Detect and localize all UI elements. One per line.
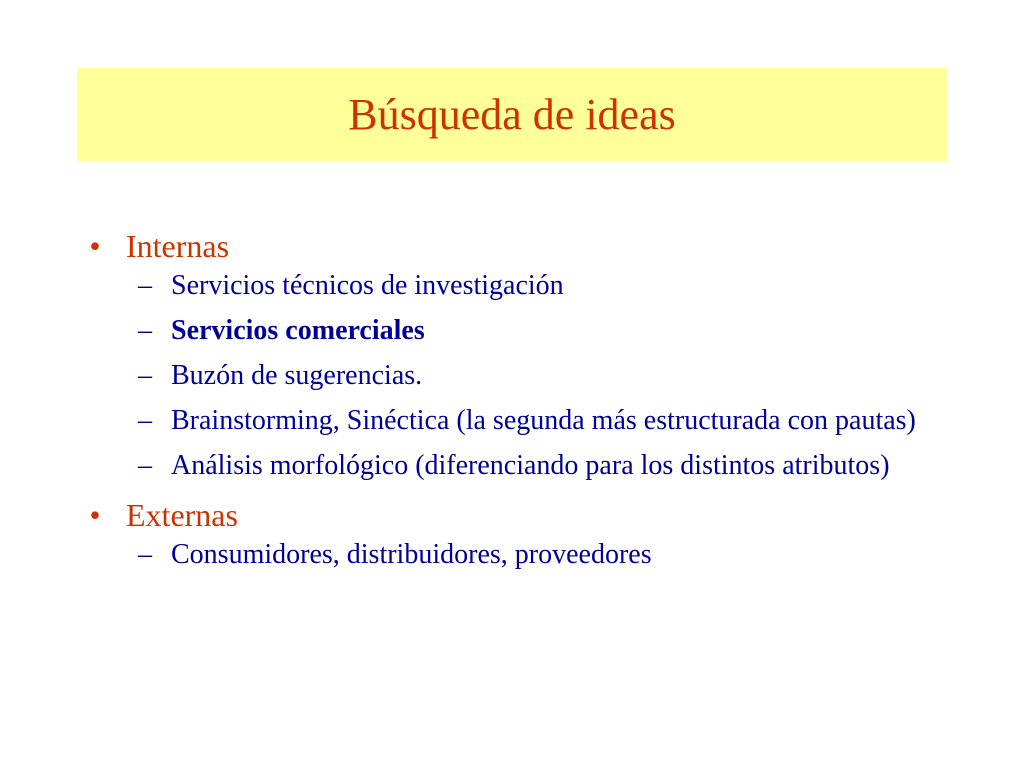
slide-body [85,226,945,584]
dash-icon: – [138,270,152,301]
sub-bullet-text: Brainstorming, Sinéctica (la segunda más estructurada con pautas) [171,405,916,436]
sub-bullet [85,270,945,302]
sub-bullet-text: Buzón de sugerencias. [171,360,423,391]
sub-bullet-text: Análisis morfológico (diferenciando para los distintos atributos) [171,450,890,481]
dash-icon: – [138,360,152,391]
sub-bullet-text: Consumidores, distribuidores, proveedores [171,539,652,570]
sub-bullet-text: Servicios técnicos de investigación [171,270,564,301]
bullet-icon: • [89,228,101,264]
sub-bullet [85,405,945,437]
bullet-icon: • [89,497,101,533]
dash-icon: – [138,405,152,436]
dash-icon: – [138,539,152,570]
bullet-label: Internas [126,228,230,264]
sub-bullet-text: Servicios comerciales [171,315,425,346]
bullet-externas [85,495,945,535]
sub-bullet [85,450,945,482]
dash-icon: – [138,450,152,481]
sub-bullet [85,315,945,347]
sub-bullet [85,360,945,392]
slide-title: Búsqueda de ideas [348,90,676,139]
bullet-internas [85,226,945,266]
title-banner [77,68,947,161]
dash-icon: – [138,315,152,346]
sub-bullet [85,539,945,571]
bullet-label: Externas [126,497,238,533]
